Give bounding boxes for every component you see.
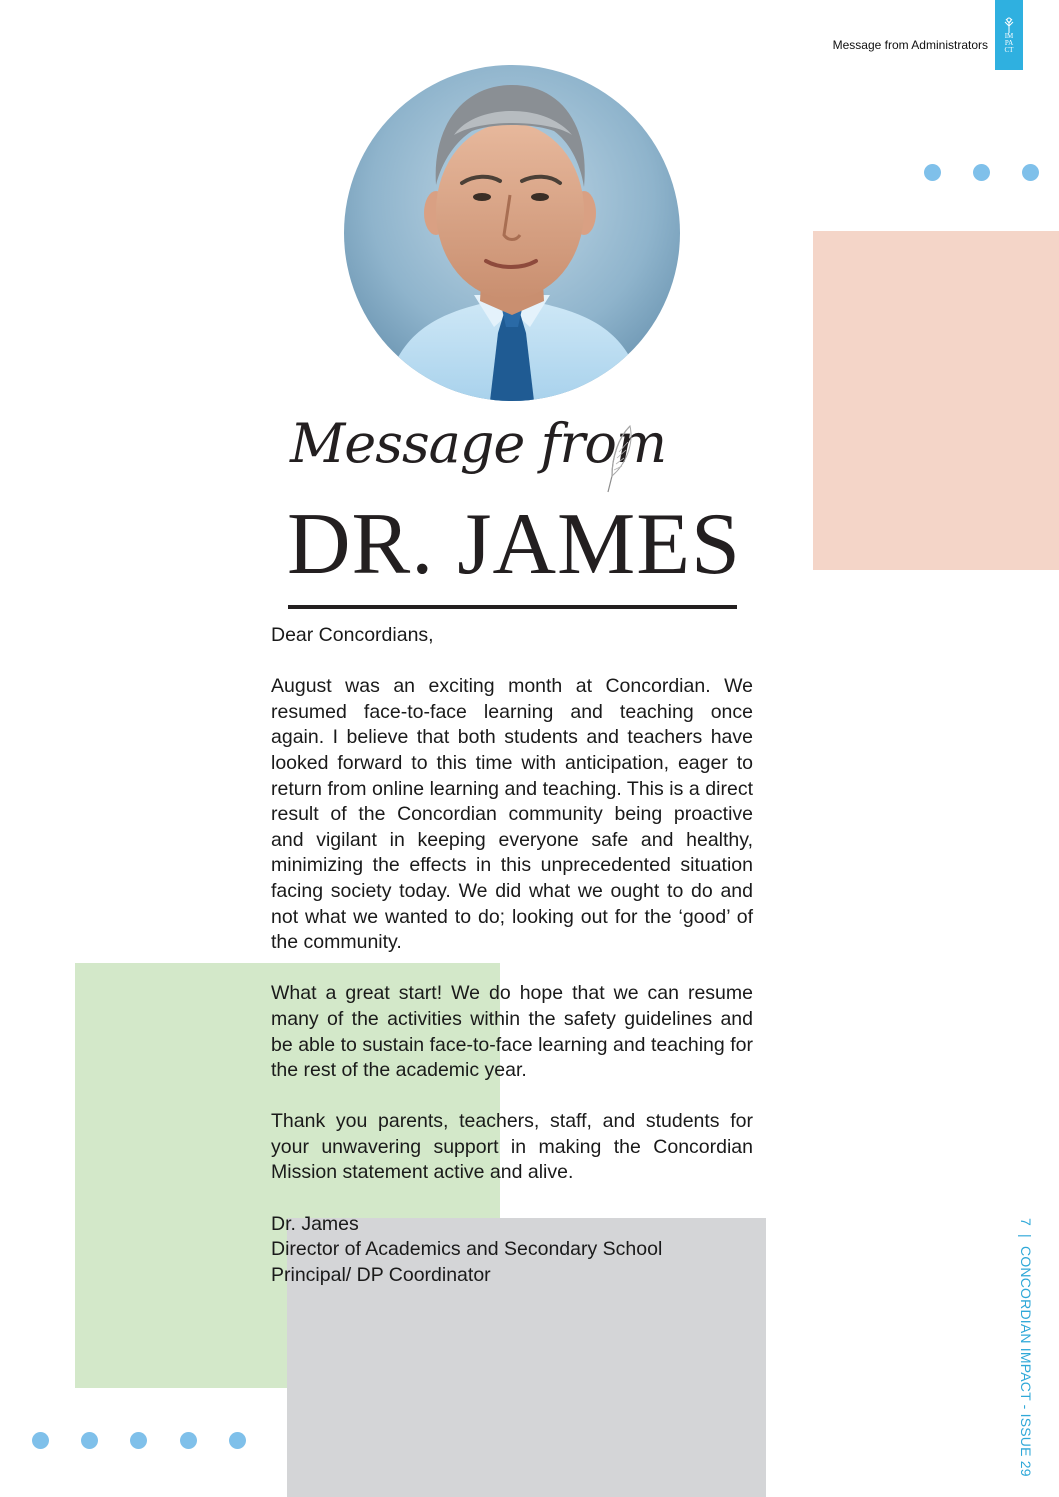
footer-separator: |	[1018, 1234, 1034, 1238]
decor-dot	[81, 1432, 98, 1449]
script-title: Message from	[290, 412, 667, 475]
letter-paragraph: What a great start! We do hope that we can resume many of the activities within the safety guidelines and be able to sustain face-to-face learning and teaching for the rest of the academic year.	[271, 982, 753, 1082]
publication-name: CONCORDIAN IMPACT - ISSUE 29	[1018, 1246, 1034, 1477]
page-number: 7	[1018, 1218, 1034, 1226]
peach-decor-block	[813, 231, 1059, 570]
tree-icon	[1002, 17, 1016, 33]
letter-paragraph: August was an exciting month at Concordian. We resumed face-to-face learning and teaching once again. I believe that both students and teachers have looked forward to this time with anticipation, eager to return from online learning and teaching. This is a direct result of the Concordian community being proactive and vigilant in keeping everyone safe and healthy, minimizing the effects in this unprecedented situation facing society today. We did what we ought to do and not what we wanted to do; looking out for the ‘good’ of the community.	[271, 675, 753, 954]
decor-dot	[229, 1432, 246, 1449]
portrait-photo	[344, 65, 680, 401]
letter-paragraph: Thank you parents, teachers, staff, and students for your unwavering support in making the Concordian Mission statement active and alive.	[271, 1110, 753, 1184]
decor-dot	[180, 1432, 197, 1449]
feather-icon	[604, 424, 636, 494]
letter-salutation: Dear Concordians,	[271, 624, 434, 646]
badge-letters-2: PA	[1004, 38, 1014, 47]
badge-letters-3: CT	[1004, 45, 1014, 54]
letter-body	[271, 623, 753, 1288]
signature-title-line1: Director of Academics and Secondary School	[271, 1238, 663, 1261]
signature-title-line2: Principal/ DP Coordinator	[271, 1263, 491, 1286]
title-divider	[288, 605, 737, 609]
decor-dot	[1022, 164, 1039, 181]
decor-dot	[973, 164, 990, 181]
section-label: Message from Administrators	[832, 38, 988, 52]
page-title: DR. JAMES	[287, 496, 741, 593]
decor-dot	[32, 1432, 49, 1449]
page-footer	[1018, 1218, 1034, 1477]
impact-logo-badge	[995, 0, 1023, 70]
decor-dot	[130, 1432, 147, 1449]
decor-dot	[924, 164, 941, 181]
signature-name: Dr. James	[271, 1212, 359, 1235]
badge-letters-1: IM	[1004, 31, 1014, 40]
